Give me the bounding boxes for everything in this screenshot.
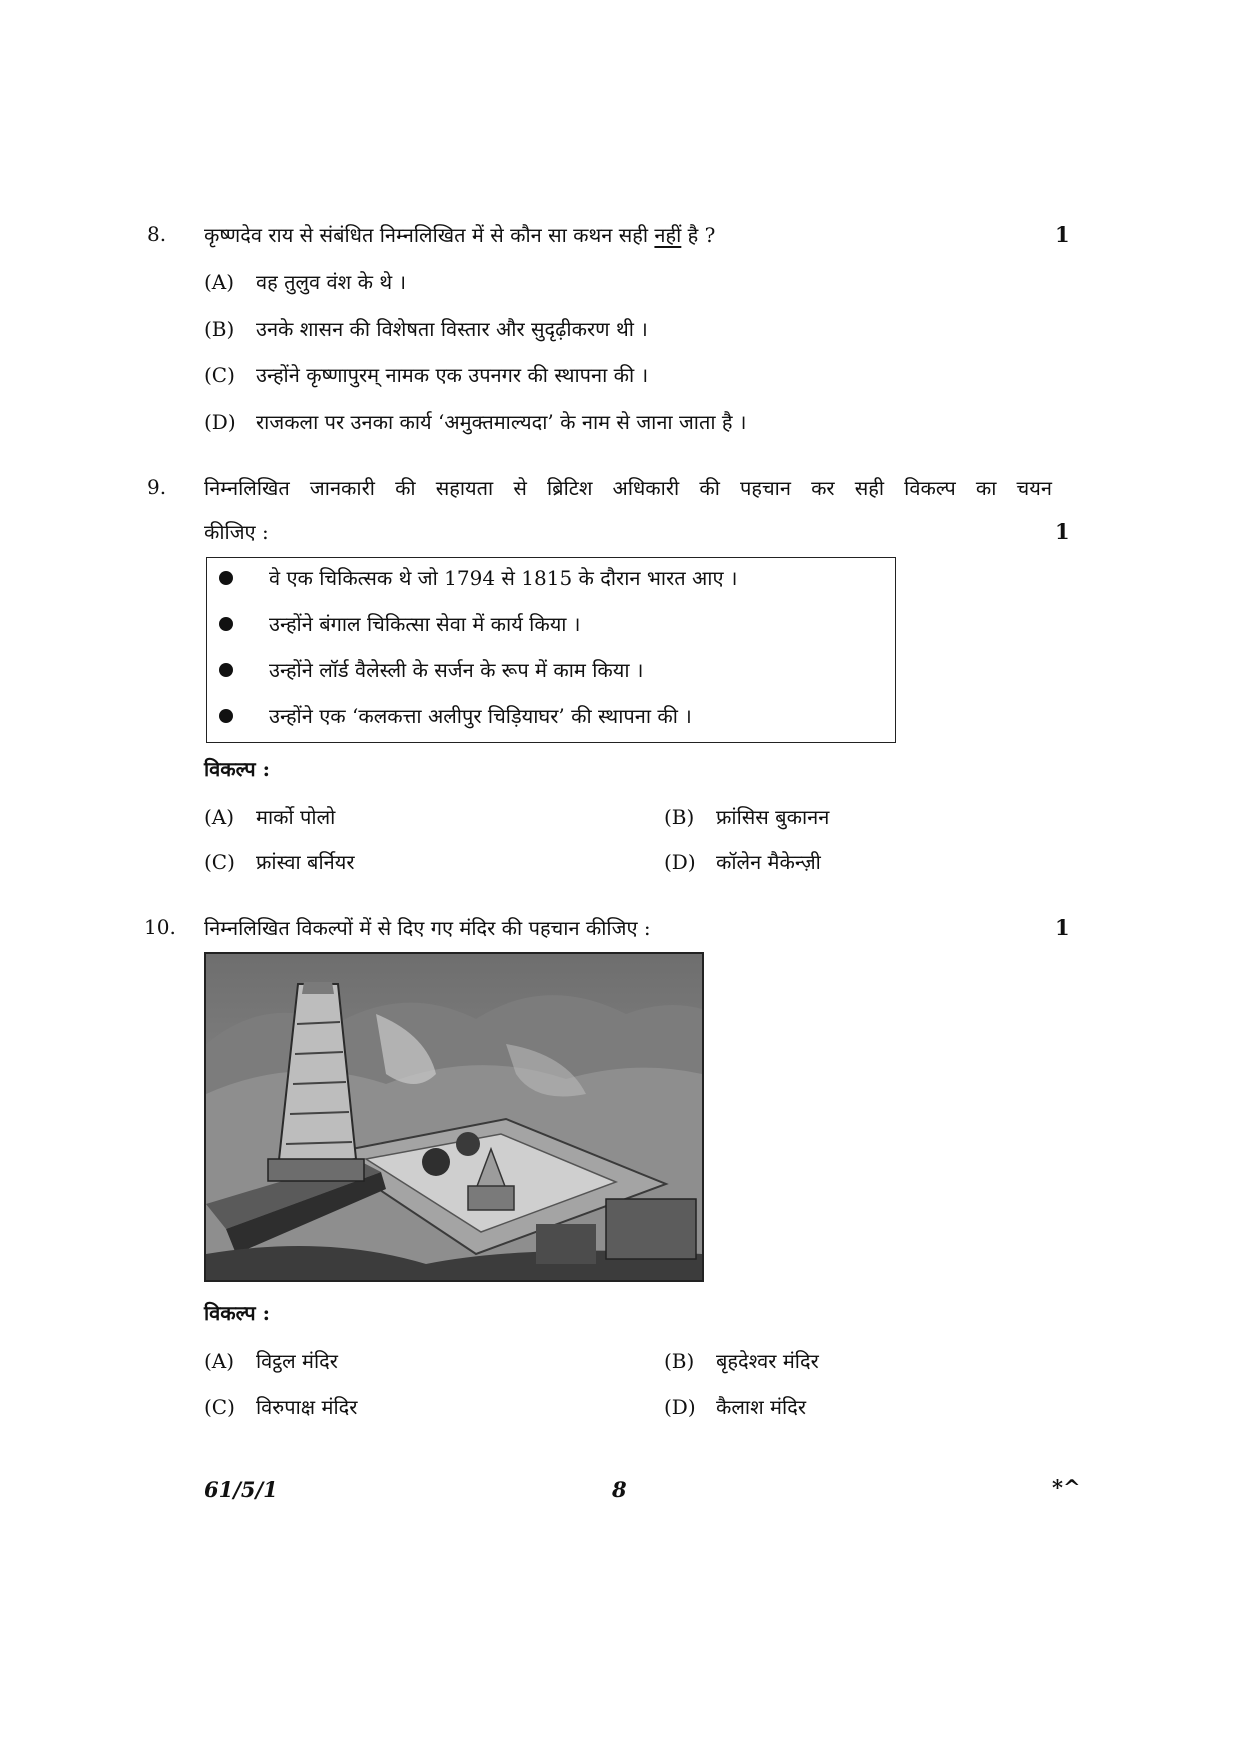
option-text: विट्ठल मंदिर [256, 1349, 338, 1373]
option-label: (C) [204, 363, 235, 387]
option-label: (C) [204, 850, 235, 874]
q8-marks: 1 [1055, 222, 1070, 247]
option-text: मार्को पोलो [256, 805, 336, 829]
option-label: (B) [204, 317, 235, 341]
footer-mark: *^ [1052, 1475, 1081, 1500]
option-text: वह तुलुव वंश के थे । [256, 270, 407, 294]
option-text: फ्रांसिस बुकानन [716, 805, 830, 829]
option-label: (C) [204, 1395, 235, 1419]
q9-stem-word: सहायता [435, 476, 494, 500]
q9-stem-word: ब्रिटिश [546, 476, 593, 500]
q9-stem-word: निम्नलिखित [204, 476, 290, 500]
temple-photo-illustration [206, 954, 702, 1280]
option-label: (B) [664, 805, 695, 829]
option-label: (B) [664, 1349, 695, 1373]
q10-option-c [204, 1393, 357, 1420]
q9-stem-word: सही [854, 476, 885, 500]
clue-text: उन्होंने लॉर्ड वैलेस्ली के सर्जन के रूप में काम किया । [269, 658, 644, 682]
option-text: कॉलेन मैकेन्ज़ी [716, 850, 821, 874]
clue-item [219, 656, 644, 683]
option-label: (D) [664, 1395, 696, 1419]
option-label: (A) [204, 270, 235, 294]
option-text: उनके शासन की विशेषता विस्तार और सुदृढ़ीकरण थी । [256, 317, 648, 341]
option-text: विरुपाक्ष मंदिर [256, 1395, 358, 1419]
bullet-icon [219, 709, 233, 723]
q8-stem-pre: कृष्णदेव राय से संबंधित निम्नलिखित में से कौन सा कथन सही [204, 223, 655, 247]
q9-stem-line1 [204, 474, 1052, 501]
q8-option-c [204, 361, 648, 388]
q9-option-d [664, 848, 821, 875]
clue-item [219, 702, 692, 729]
q9-options-heading: विकल्प : [204, 757, 270, 781]
option-text: बृहदेश्वर मंदिर [716, 1349, 819, 1373]
q10-marks: 1 [1055, 915, 1070, 940]
q9-stem-word: से [513, 476, 527, 500]
q8-number: 8. [147, 222, 167, 246]
q10-stem: निम्नलिखित विकल्पों में से दिए गए मंदिर की पहचान कीजिए : [204, 916, 651, 940]
q9-number: 9. [147, 475, 167, 499]
option-label: (A) [204, 805, 235, 829]
q8-stem [204, 221, 715, 248]
q9-stem-word: कर [811, 476, 835, 500]
q10-option-d [664, 1393, 806, 1420]
option-label: (A) [204, 1349, 235, 1373]
q9-stem-word: का [975, 476, 997, 500]
clue-text: उन्होंने बंगाल चिकित्सा सेवा में कार्य किया । [269, 612, 581, 636]
q8-stem-post: है ? [681, 223, 716, 247]
bullet-icon [219, 617, 233, 631]
clue-item [219, 564, 738, 591]
clue-item [219, 610, 580, 637]
bullet-icon [219, 663, 233, 677]
bullet-icon [219, 571, 233, 585]
option-text: फ्रांस्वा बर्नियर [256, 850, 355, 874]
q9-stem-word: विकल्प [904, 476, 956, 500]
q8-option-b [204, 315, 648, 342]
q8-option-a [204, 268, 406, 295]
q9-option-a [204, 803, 335, 830]
q9-marks: 1 [1055, 519, 1070, 544]
q8-stem-emph: नहीं [654, 223, 682, 247]
option-label: (D) [204, 410, 236, 434]
q9-stem-word: जानकारी [309, 476, 375, 500]
clue-text: वे एक चिकित्सक थे जो 1794 से 1815 के दौरान भारत आए । [269, 566, 738, 590]
q9-stem-word: की [395, 476, 416, 500]
option-label: (D) [664, 850, 696, 874]
temple-photograph [204, 952, 704, 1282]
page-number: 8 [612, 1477, 627, 1502]
option-text: कैलाश मंदिर [716, 1395, 806, 1419]
option-text: राजकला पर उनका कार्य ‘अमुक्तमाल्यदा’ के नाम से जाना जाता है । [256, 410, 747, 434]
q10-number: 10. [144, 915, 176, 939]
q10-option-b [664, 1347, 819, 1374]
paper-code: 61/5/1 [204, 1477, 278, 1502]
q10-options-heading: विकल्प : [204, 1301, 270, 1325]
q10-option-a [204, 1347, 338, 1374]
clue-text: उन्होंने एक ‘कलकत्ता अलीपुर चिड़ियाघर’ की स्थापना की । [269, 704, 692, 728]
option-text: उन्होंने कृष्णापुरम् नामक एक उपनगर की स्थापना की । [256, 363, 649, 387]
q9-stem-line2: कीजिए : [204, 520, 269, 544]
q9-option-c [204, 848, 355, 875]
q9-stem-word: चयन [1016, 476, 1052, 500]
q8-option-d [204, 408, 747, 435]
q9-stem-word: अधिकारी [612, 476, 680, 500]
q9-option-b [664, 803, 829, 830]
q9-stem-word: पहचान [739, 476, 791, 500]
q9-stem-word: की [699, 476, 720, 500]
q9-clue-box [206, 557, 896, 743]
